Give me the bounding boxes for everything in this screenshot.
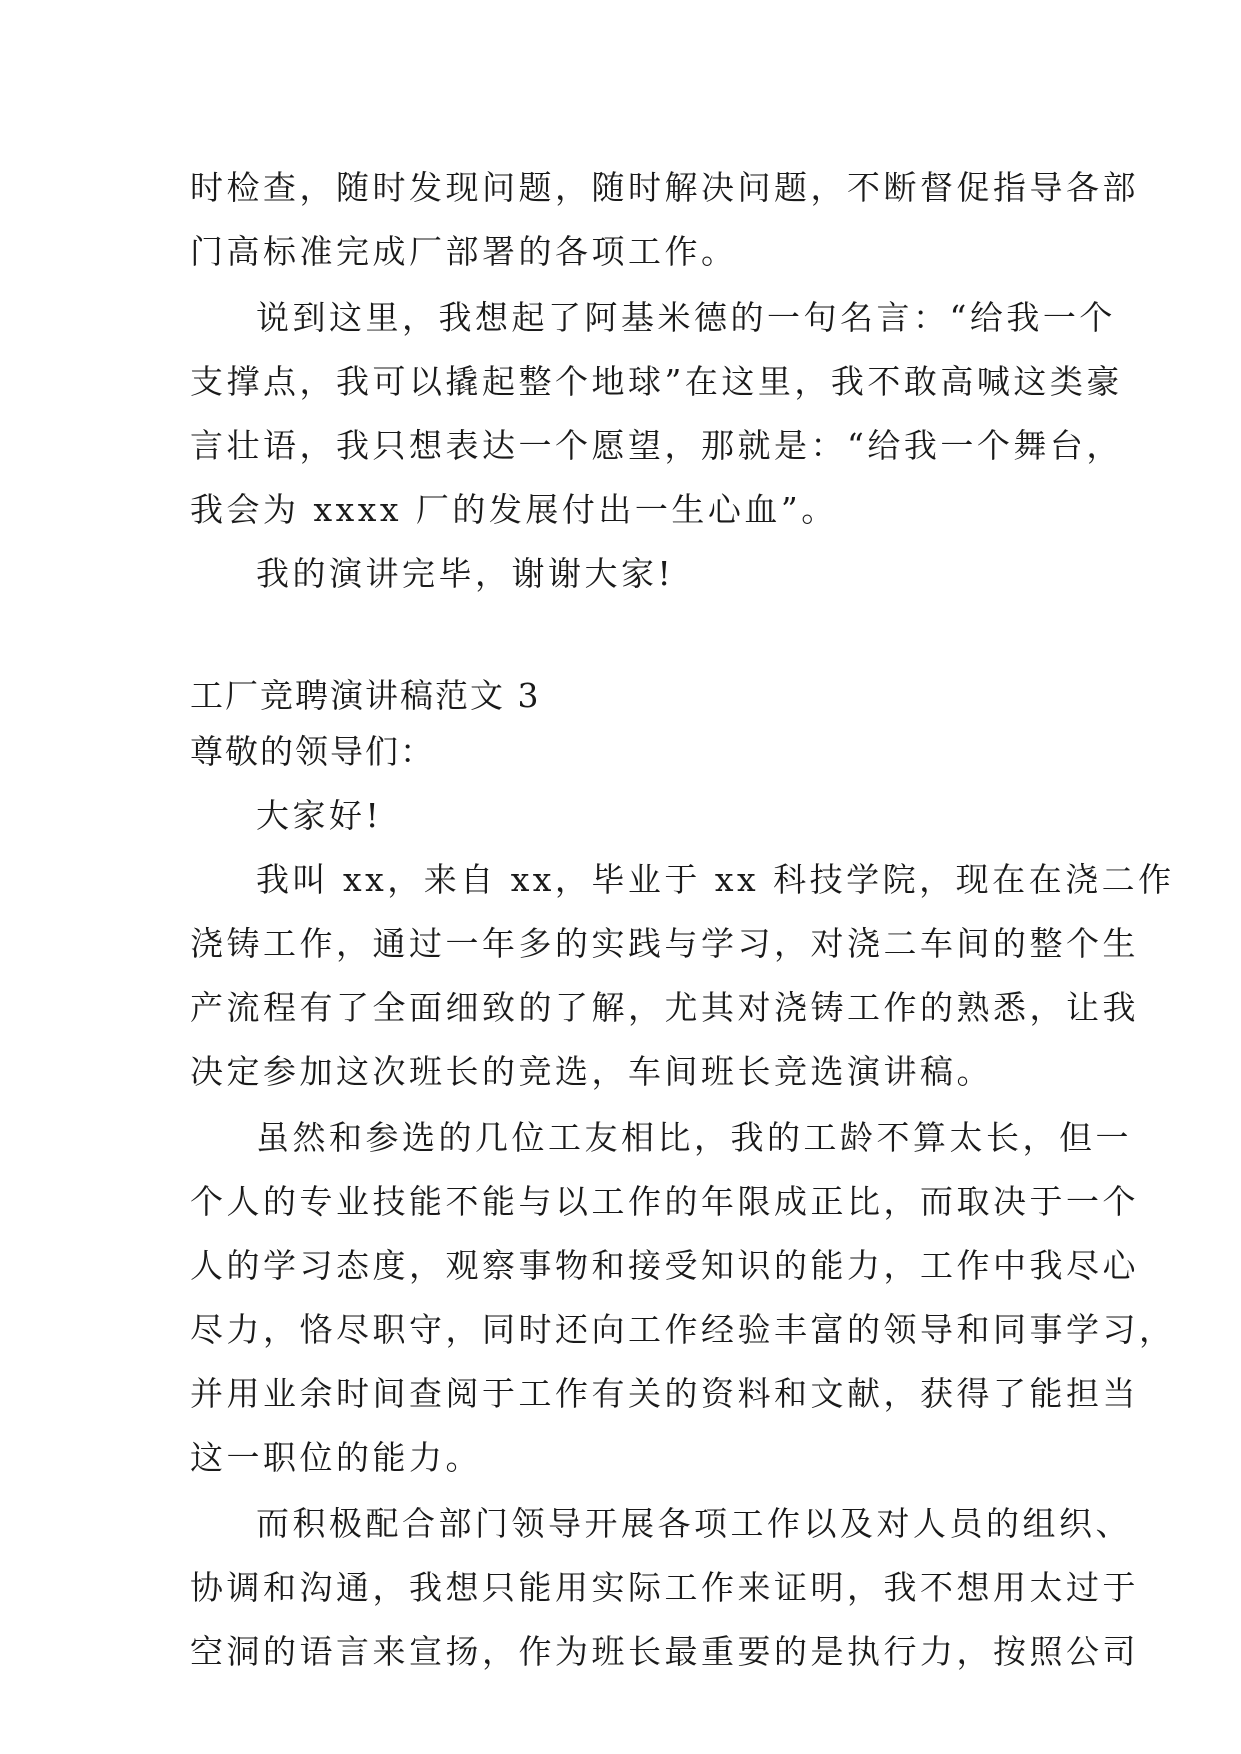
body-text-line: 时检查，随时发现问题，随时解决问题，不断督促指导各部 <box>190 168 1139 207</box>
section-heading: 工厂竞聘演讲稿范文 3 <box>190 676 541 715</box>
body-text-line: 空洞的语言来宣扬，作为班长最重要的是执行力，按照公司 <box>190 1632 1139 1671</box>
paragraph-first-line: 我叫 xx，来自 xx，毕业于 xx 科技学院，现在在浇二作 <box>256 860 1175 899</box>
salutation: 尊敬的领导们： <box>190 732 435 771</box>
body-text-line: 尽力，恪尽职守，同时还向工作经验丰富的领导和同事学习， <box>190 1310 1176 1349</box>
body-text-line: 并用业余时间查阅于工作有关的资料和文献，获得了能担当 <box>190 1374 1139 1413</box>
body-text-line: 言壮语，我只想表达一个愿望，那就是：“给我一个舞台， <box>190 426 1123 465</box>
closing-remark: 我的演讲完毕，谢谢大家! <box>256 554 675 593</box>
body-text-line: 人的学习态度，观察事物和接受知识的能力，工作中我尽心 <box>190 1246 1139 1285</box>
greeting: 大家好! <box>256 796 383 835</box>
paragraph-first-line: 说到这里，我想起了阿基米德的一句名言：“给我一个 <box>256 298 1116 337</box>
body-text-line: 决定参加这次班长的竞选，车间班长竞选演讲稿。 <box>190 1052 993 1091</box>
body-text-line: 产流程有了全面细致的了解，尤其对浇铸工作的熟悉，让我 <box>190 988 1139 1027</box>
body-text-line: 支撑点，我可以撬起整个地球”在这里，我不敢高喊这类豪 <box>190 362 1123 401</box>
paragraph-first-line: 而积极配合部门领导开展各项工作以及对人员的组织、 <box>256 1504 1132 1543</box>
body-text-line: 我会为 xxxx 厂的发展付出一生心血”。 <box>190 490 838 529</box>
body-text-line: 浇铸工作，通过一年多的实践与学习，对浇二车间的整个生 <box>190 924 1139 963</box>
body-text-line: 协调和沟通，我想只能用实际工作来证明，我不想用太过于 <box>190 1568 1139 1607</box>
paragraph-first-line: 虽然和参选的几位工友相比，我的工龄不算太长，但一 <box>256 1118 1132 1157</box>
body-text-line: 个人的专业技能不能与以工作的年限成正比，而取决于一个 <box>190 1182 1139 1221</box>
body-text-line: 门高标准完成厂部署的各项工作。 <box>190 232 738 271</box>
body-text-line: 这一职位的能力。 <box>190 1438 482 1477</box>
